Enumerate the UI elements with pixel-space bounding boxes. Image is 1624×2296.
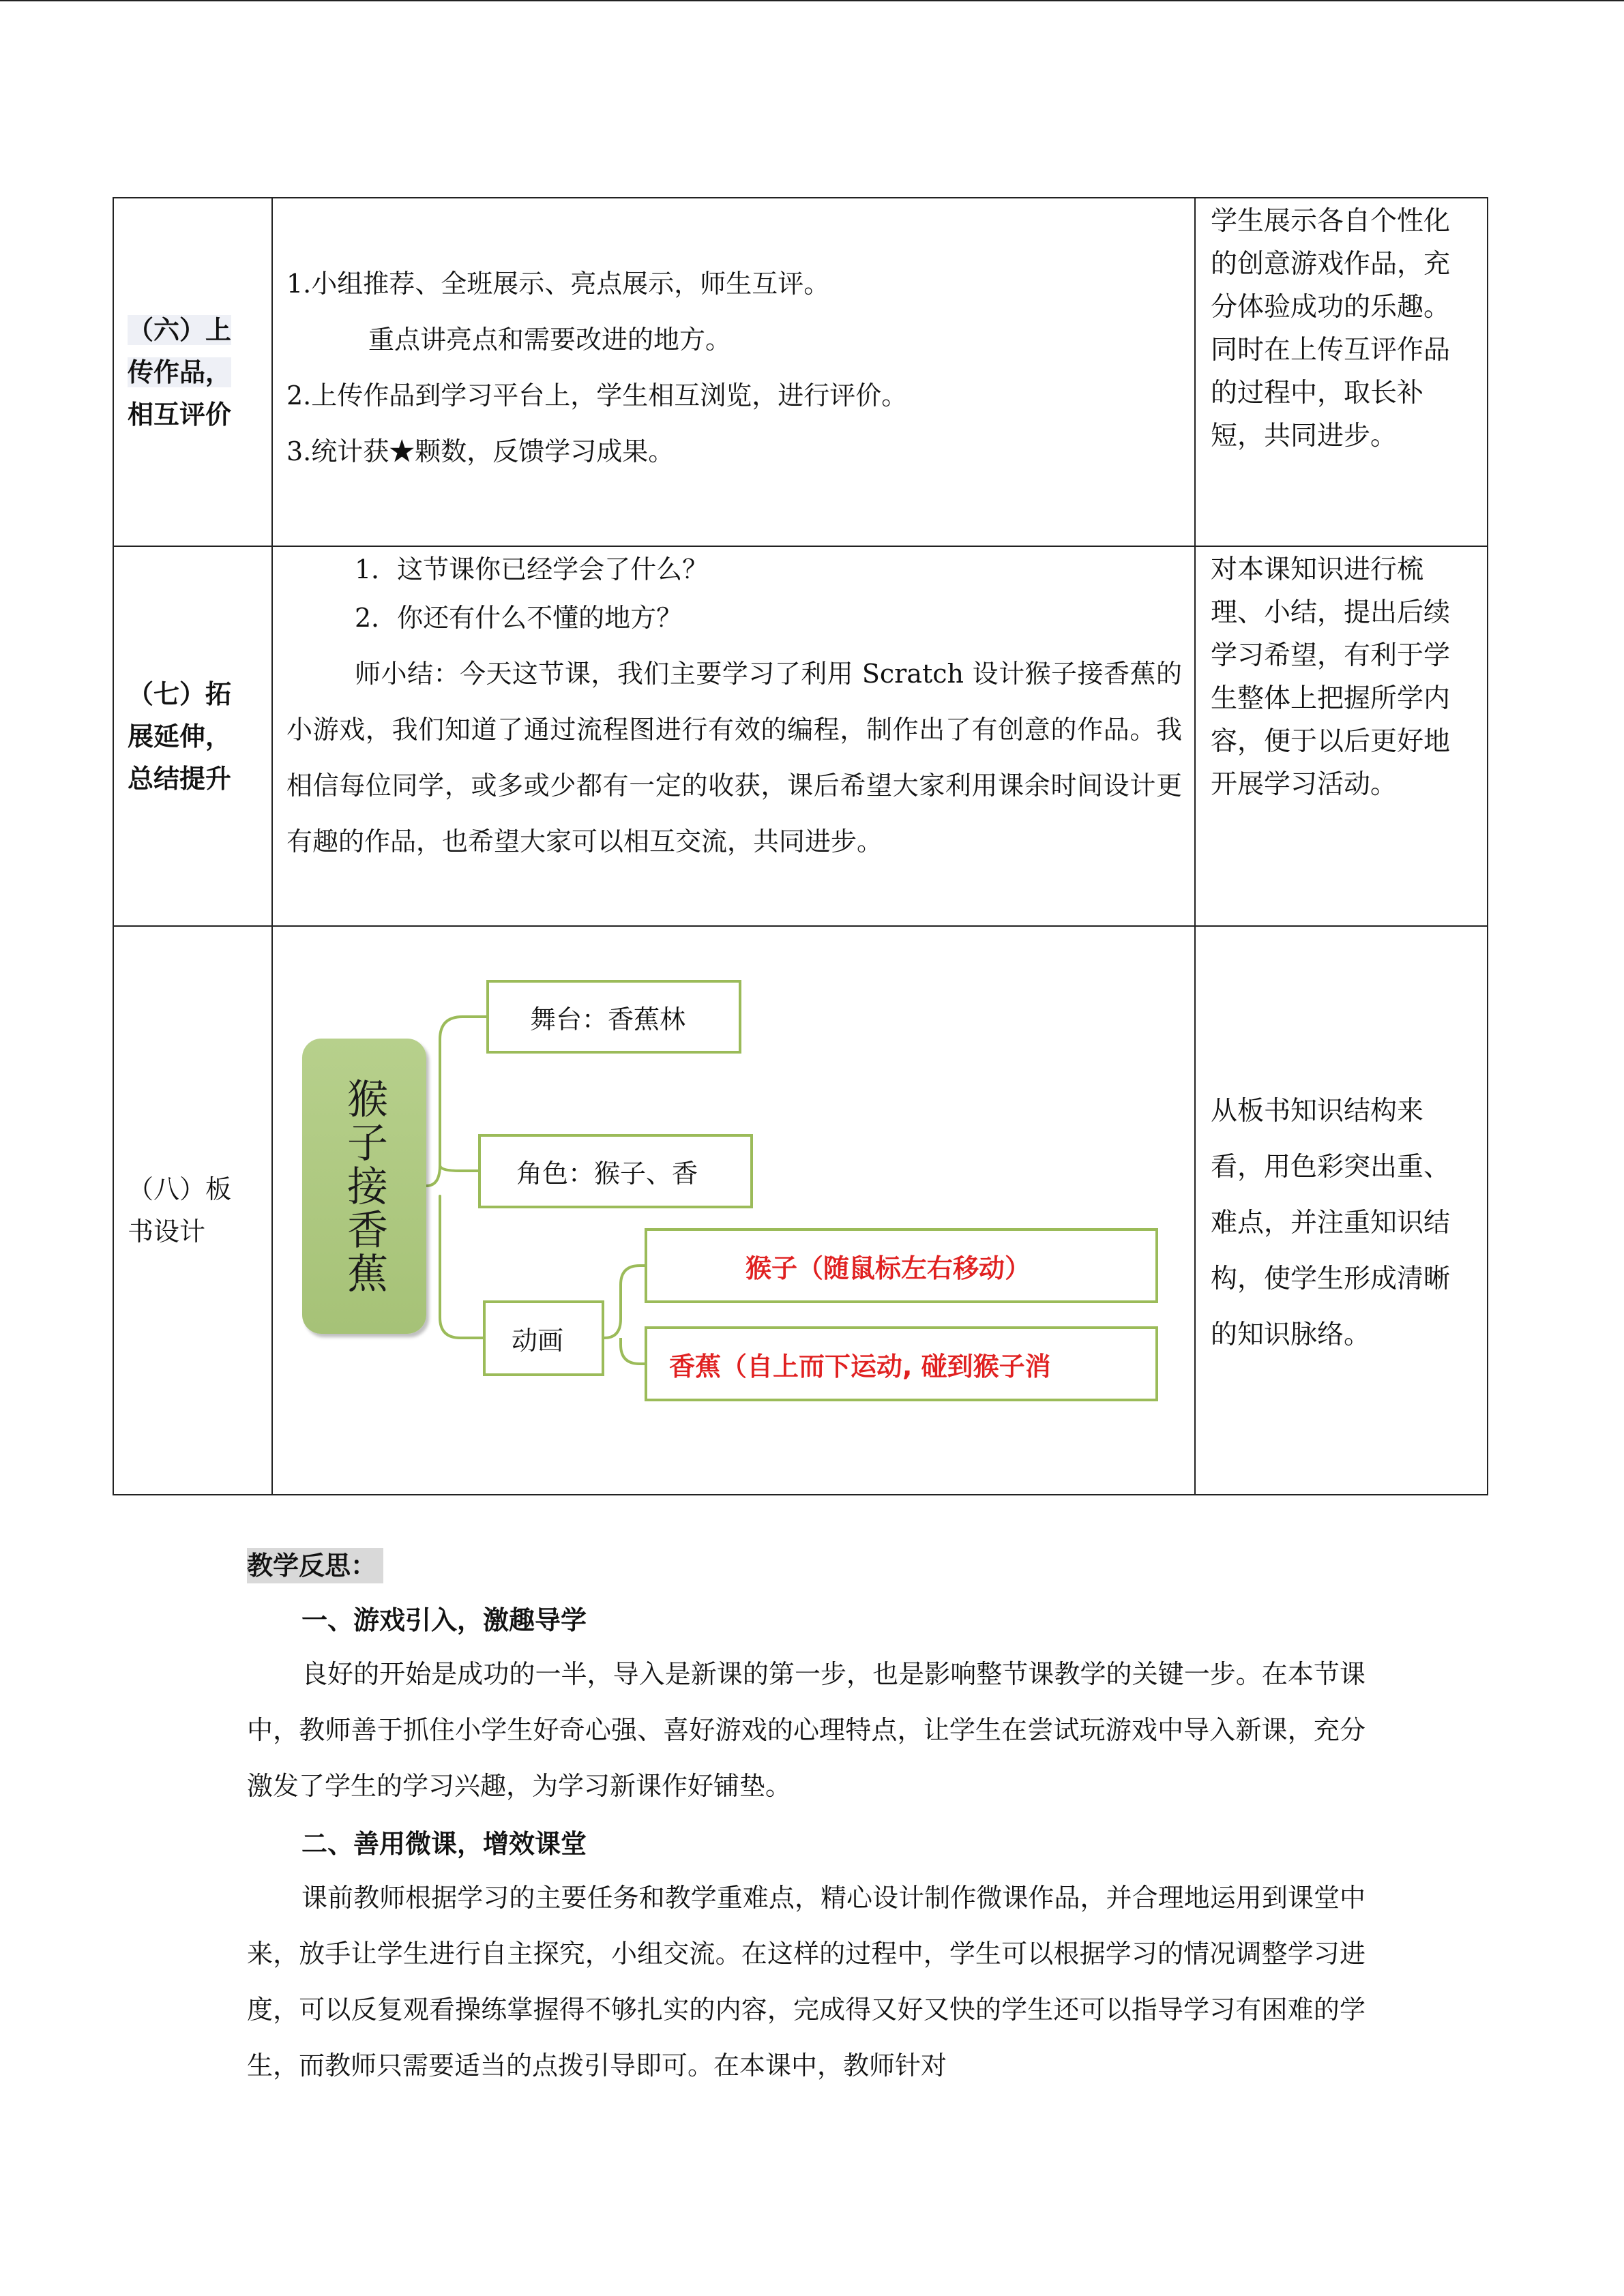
reflection-heading-1: 一、游戏引入，激趣导学 (301, 1605, 587, 1635)
intent-line: 学习希望，有利于学 (1211, 640, 1451, 671)
reflection-heading-2: 二、善用微课，增效课堂 (301, 1829, 587, 1859)
question-item: 2．你还有什么不懂的地方？ (355, 603, 683, 633)
reflection-paragraph-1: 良好的开始是成功的一半，导入是新课的第一步，也是影响整节课教学的关键一步。在本节课中，教师善于抓住小学生好奇心强、喜好游戏的心理特点，让学生在尝试玩游戏中导入新课，充分激发了学生的学习兴趣，为学习新课作好铺垫。 (247, 1659, 1365, 1801)
intent-line: 看，用色彩突出重、 (1211, 1152, 1451, 1182)
stage-line: 书设计 (128, 1217, 206, 1247)
page-top-border (0, 0, 1624, 1)
intent-line: 对本课知识进行梳 (1211, 554, 1424, 585)
mindmap-node-monkey: 猴子（随鼠标左右移动） (645, 1228, 1158, 1303)
reflection-title: 教学反思： (247, 1548, 383, 1583)
intent-line: 的知识脉络。 (1211, 1320, 1371, 1350)
content-cell (272, 546, 1195, 926)
intent-line: 生整体上把握所学内 (1211, 683, 1451, 714)
intent-line: 容，便于以后更好地 (1211, 726, 1451, 757)
stage-line: （六）上 (128, 314, 232, 345)
intent-cell (1195, 546, 1488, 926)
intent-cell (1195, 198, 1488, 546)
bracket-main (426, 1017, 486, 1338)
bracket-animation (604, 1266, 645, 1364)
stage-line: 相互评价 (128, 399, 232, 430)
stage-cell (113, 546, 272, 926)
intent-line: 的创意游戏作品，充 (1211, 249, 1451, 280)
stage-line: （七）拓 (128, 679, 232, 709)
board-mindmap (273, 927, 1194, 1494)
question-item: 1．这节课你已经学会了什么？ (355, 554, 709, 584)
mindmap-central-topic (302, 1039, 426, 1334)
content-cell (272, 198, 1195, 546)
stage-line: 总结提升 (128, 763, 232, 794)
stage-cell (113, 926, 272, 1495)
intent-line: 构，使学生形成清晰 (1211, 1264, 1451, 1294)
mindmap-node-animation: 动画 (483, 1300, 604, 1376)
intent-line: 难点，并注重知识结 (1211, 1208, 1451, 1238)
reflection-paragraph-2: 课前教师根据学习的主要任务和教学重难点，精心设计制作微课作品，并合理地运用到课堂中来，放手让学生进行自主探究，小组交流。在这样的过程中，学生可以根据学习的情况调整学习进度，可以反复观看操练掌握得不够扎实的内容，完成得又好又快的学生还可以指导学习有困难的学生，而教师只需要适当的点拨引导即可。在本课中，教师针对 (247, 1883, 1365, 2081)
activity-item: 重点讲亮点和需要改进的地方。 (368, 325, 732, 355)
intent-line: 学生展示各自个性化 (1211, 206, 1451, 237)
activity-item: 2.上传作品到学习平台上，学生相互浏览，进行评价。 (286, 381, 908, 411)
stage-line: （八）板 (128, 1174, 232, 1204)
mindmap-node-role: 角色：猴子、香 (478, 1134, 753, 1208)
intent-cell (1195, 926, 1488, 1495)
table-row-upload-review (113, 198, 1488, 546)
teacher-summary: 师小结：今天这节课，我们主要学习了利用 Scratch 设计猴子接香蕉的小游戏，我们知道了通过流程图进行有效的编程，制作出了有创意的作品。我相信每位同学，或多或少都有一定的收获，课后希望大家利用课余时间设计更有趣的作品，也希望大家可以相互交流，共同进步。 (286, 659, 1182, 856)
intent-line: 开展学习活动。 (1211, 769, 1398, 800)
stage-line: 传作品， (128, 357, 232, 387)
intent-line: 的过程中，取长补 (1211, 378, 1424, 408)
intent-line: 从板书知识结构来 (1211, 1096, 1424, 1127)
stage-cell (113, 198, 272, 546)
intent-line: 理、小结，提出后续 (1211, 597, 1451, 628)
mindmap-node-stage: 舞台：香蕉林 (486, 980, 741, 1054)
stage-line: 展延伸， (128, 721, 232, 751)
table-row-board-design (113, 926, 1488, 1495)
table-row-summary (113, 546, 1488, 926)
mindmap-cell (272, 926, 1195, 1495)
intent-line: 分体验成功的乐趣。 (1211, 292, 1451, 323)
lesson-plan-table (113, 197, 1488, 1495)
central-topic-text: 猴子接香蕉 (340, 1077, 388, 1296)
intent-line: 短，共同进步。 (1211, 421, 1398, 451)
intent-line: 同时在上传互评作品 (1211, 335, 1451, 366)
activity-item: 3.统计获★颗数，反馈学习成果。 (286, 436, 675, 466)
mindmap-node-banana: 香蕉（自上而下运动, 碰到猴子消 (645, 1326, 1158, 1401)
activity-item: 1.小组推荐、全班展示、亮点展示，师生互评。 (286, 269, 830, 299)
